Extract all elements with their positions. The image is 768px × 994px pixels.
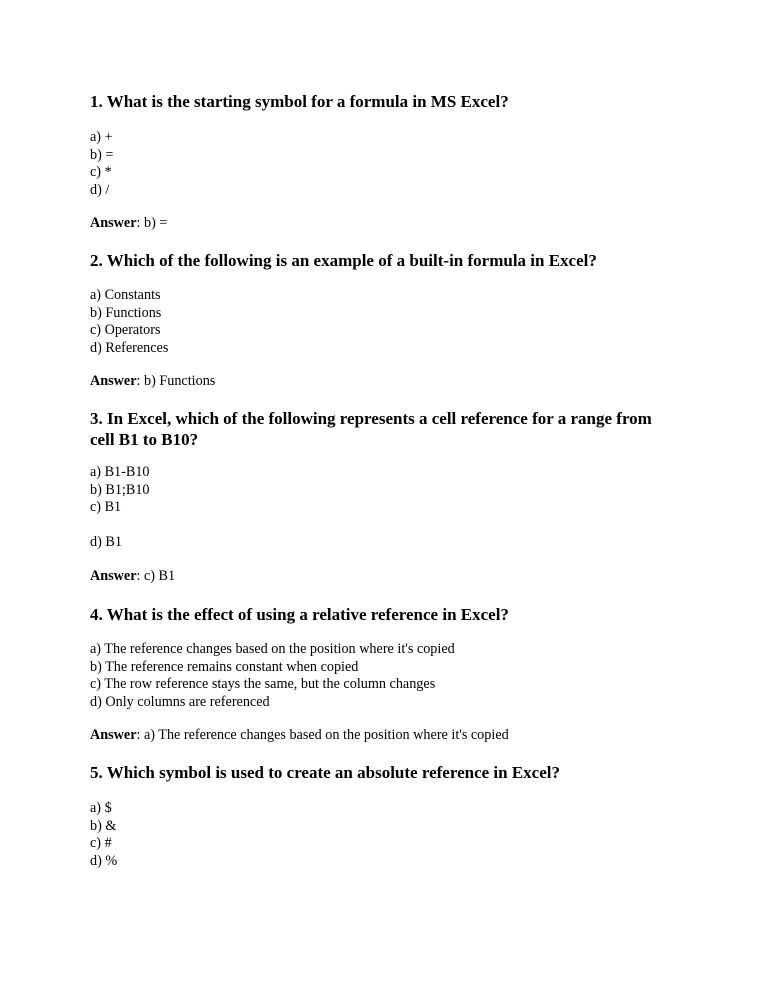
option-b: b) & — [90, 817, 117, 834]
question-4-answer — [90, 727, 509, 744]
option-d: d) References — [90, 339, 169, 356]
question-3-answer — [90, 568, 175, 585]
answer-text: : b) Functions — [136, 373, 216, 389]
option-b: b) B1;B10 — [90, 481, 150, 498]
option-a: a) B1-B10 — [90, 464, 150, 480]
answer-label: Answer — [90, 568, 137, 584]
option-b: b) The reference remains constant when copied — [90, 658, 359, 675]
answer-label: Answer — [90, 215, 137, 231]
option-b: b) = — [90, 146, 114, 163]
option-a: a) + — [90, 129, 113, 145]
option-c: c) The row reference stays the same, but the column changes — [90, 676, 436, 692]
option-d: d) Only columns are referenced — [90, 693, 270, 710]
option-c: c) * — [90, 164, 112, 180]
option-a: a) Constants — [90, 287, 161, 303]
question-2-title: 2. Which of the following is an example of a built-in formula in Excel? — [90, 251, 597, 270]
option-a: a) $ — [90, 800, 112, 816]
option-d: d) B1 — [90, 534, 122, 550]
option-d: d) % — [90, 852, 118, 869]
option-d: d) / — [90, 181, 110, 198]
option-c: c) B1 — [90, 499, 122, 515]
option-a: a) The reference changes based on the position where it's copied — [90, 641, 455, 657]
question-2-options — [90, 287, 168, 357]
answer-text: : b) = — [136, 215, 168, 231]
question-1-title: 1. What is the starting symbol for a formula in MS Excel? — [90, 92, 509, 111]
question-4-options — [90, 641, 455, 711]
option-b: b) Functions — [90, 304, 162, 321]
question-5-options — [90, 800, 117, 870]
answer-label: Answer — [90, 727, 137, 743]
answer-label: Answer — [90, 373, 137, 389]
question-4-title: 4. What is the effect of using a relative reference in Excel? — [90, 605, 509, 624]
answer-text: : c) B1 — [136, 568, 176, 584]
question-5-title: 5. Which symbol is used to create an absolute reference in Excel? — [90, 763, 560, 782]
question-2-answer — [90, 373, 215, 390]
question-3-title: 3. In Excel, which of the following represents a cell reference for a range from cell B1 to B10? — [90, 409, 652, 449]
question-1-options — [90, 129, 113, 199]
option-c: c) Operators — [90, 322, 161, 338]
option-c: c) # — [90, 835, 112, 851]
question-3-options-continued — [90, 534, 122, 552]
question-1-answer — [90, 215, 167, 232]
answer-text: : a) The reference changes based on the position where it's copied — [136, 727, 509, 743]
question-3-options — [90, 464, 150, 517]
